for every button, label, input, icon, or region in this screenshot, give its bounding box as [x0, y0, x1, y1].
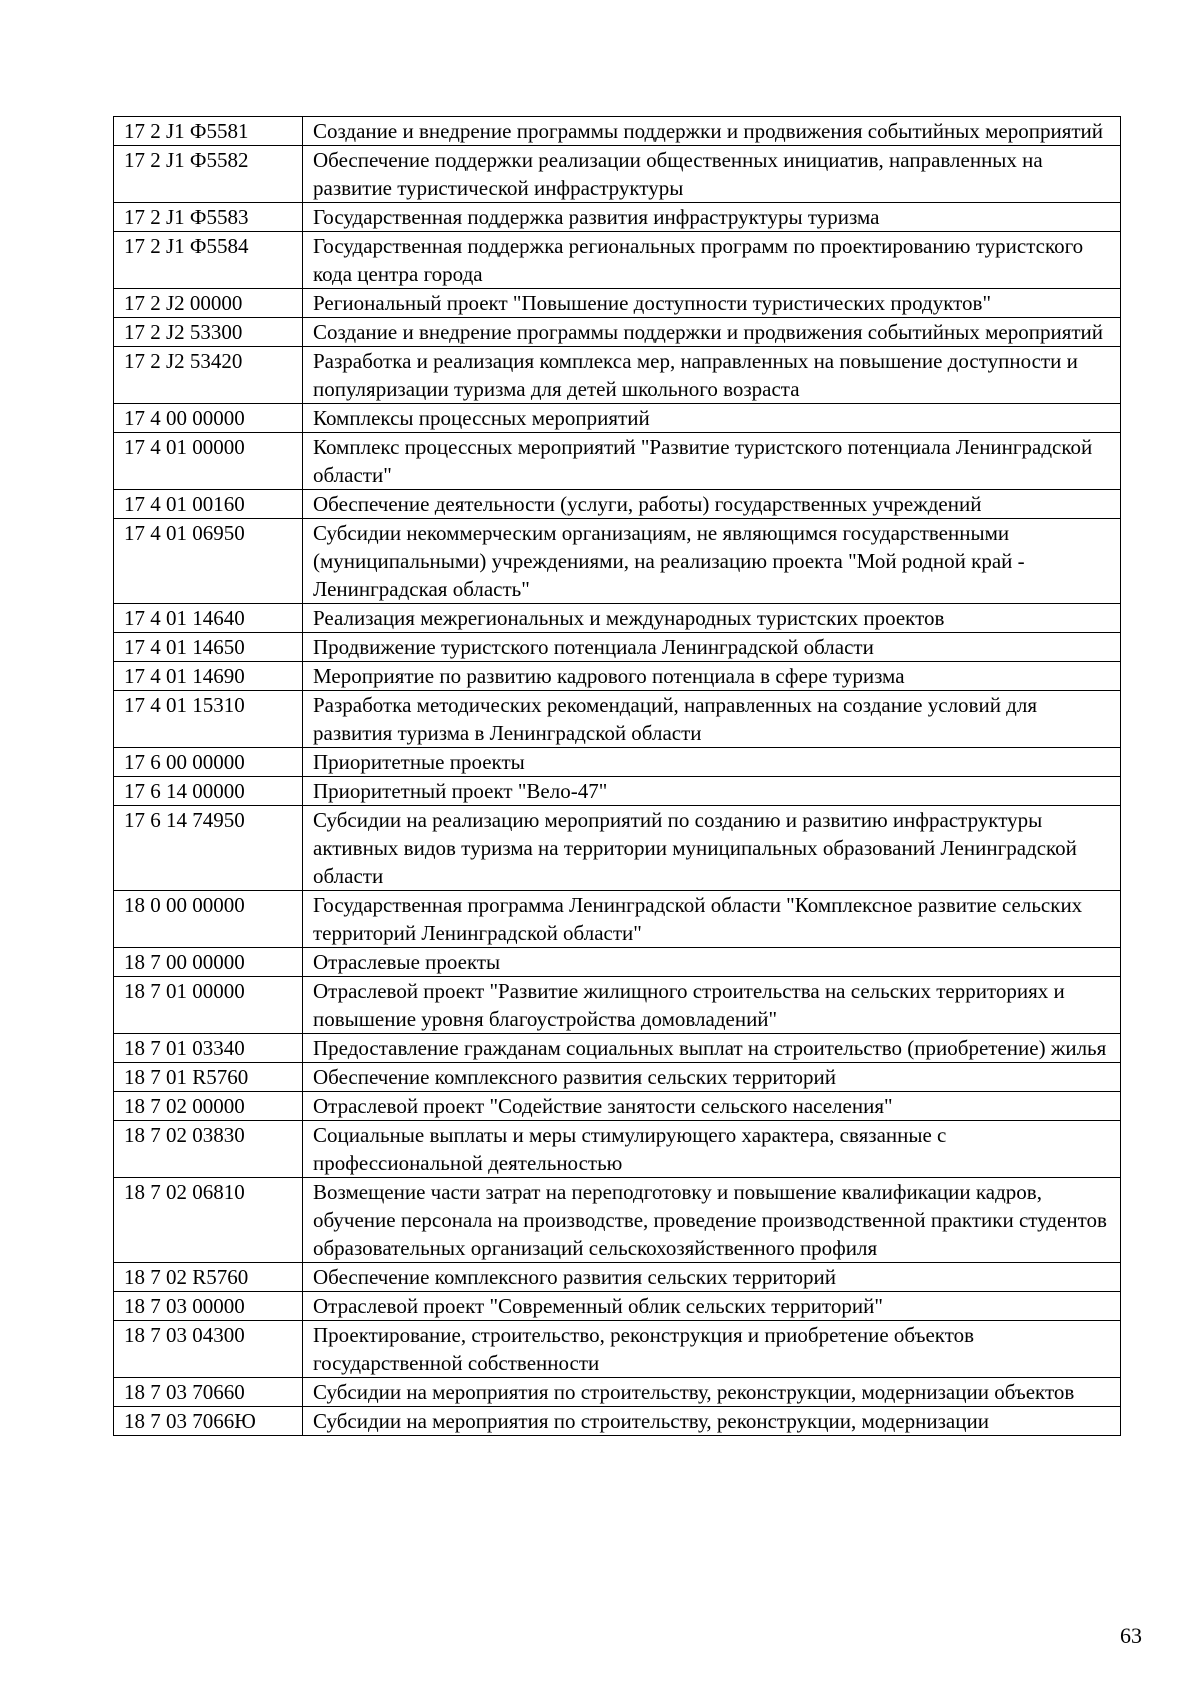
row-code: 17 4 01 06950 [114, 519, 303, 604]
row-name: Отраслевой проект "Развитие жилищного строительства на сельских территориях и повышение уровня благоустройства домовладений" [303, 977, 1121, 1034]
row-code: 17 4 01 00000 [114, 433, 303, 490]
row-code: 18 7 00 00000 [114, 948, 303, 977]
row-name: Обеспечение комплексного развития сельских территорий [303, 1063, 1121, 1092]
table-row [114, 490, 1121, 519]
table-row [114, 1292, 1121, 1321]
row-name: Комплекс процессных мероприятий "Развитие туристского потенциала Ленинградской области" [303, 433, 1121, 490]
table-row [114, 806, 1121, 891]
budget-code-table [113, 116, 1121, 1436]
row-name: Региональный проект "Повышение доступности туристических продуктов" [303, 289, 1121, 318]
row-name: Возмещение части затрат на переподготовку и повышение квалификации кадров, обучение персонала на производстве, проведение производственной практики студентов образовательных организаций сельскохозяйственного профиля [303, 1178, 1121, 1263]
row-code: 18 0 00 00000 [114, 891, 303, 948]
table-row [114, 777, 1121, 806]
table-row [114, 691, 1121, 748]
row-code: 17 2 J1 Ф5581 [114, 117, 303, 146]
row-name: Приоритетные проекты [303, 748, 1121, 777]
table-row [114, 203, 1121, 232]
row-code: 17 4 01 00160 [114, 490, 303, 519]
row-name: Разработка и реализация комплекса мер, направленных на повышение доступности и популяризации туризма для детей школьного возраста [303, 347, 1121, 404]
table-row [114, 1263, 1121, 1292]
table-row [114, 1092, 1121, 1121]
table-row [114, 1121, 1121, 1178]
row-name: Комплексы процессных мероприятий [303, 404, 1121, 433]
table-row [114, 948, 1121, 977]
table-row [114, 1407, 1121, 1436]
row-name: Социальные выплаты и меры стимулирующего характера, связанные с профессиональной деятельностью [303, 1121, 1121, 1178]
row-code: 18 7 03 00000 [114, 1292, 303, 1321]
table-row [114, 1034, 1121, 1063]
row-name: Субсидии на реализацию мероприятий по созданию и развитию инфраструктуры активных видов туризма на территории муниципальных образований Ленинградской области [303, 806, 1121, 891]
table-row [114, 289, 1121, 318]
table-row [114, 662, 1121, 691]
row-code: 17 2 J2 53300 [114, 318, 303, 347]
table-row [114, 977, 1121, 1034]
row-name: Государственная поддержка развития инфраструктуры туризма [303, 203, 1121, 232]
row-code: 18 7 03 04300 [114, 1321, 303, 1378]
table-row [114, 633, 1121, 662]
table-row [114, 891, 1121, 948]
row-code: 17 6 14 74950 [114, 806, 303, 891]
row-code: 18 7 02 00000 [114, 1092, 303, 1121]
row-code: 17 4 01 14650 [114, 633, 303, 662]
row-name: Отраслевой проект "Современный облик сельских территорий" [303, 1292, 1121, 1321]
table-row [114, 347, 1121, 404]
row-code: 18 7 02 06810 [114, 1178, 303, 1263]
row-code: 17 4 01 15310 [114, 691, 303, 748]
table-row [114, 1321, 1121, 1378]
table-row [114, 604, 1121, 633]
row-name: Приоритетный проект "Вело-47" [303, 777, 1121, 806]
row-name: Проектирование, строительство, реконструкция и приобретение объектов государственной собственности [303, 1321, 1121, 1378]
row-name: Создание и внедрение программы поддержки и продвижения событийных мероприятий [303, 117, 1121, 146]
table-row [114, 404, 1121, 433]
table-row [114, 748, 1121, 777]
row-code: 18 7 01 R5760 [114, 1063, 303, 1092]
row-code: 17 2 J1 Ф5582 [114, 146, 303, 203]
table-row [114, 318, 1121, 347]
table-row [114, 1063, 1121, 1092]
row-name: Создание и внедрение программы поддержки и продвижения событийных мероприятий [303, 318, 1121, 347]
table-row [114, 232, 1121, 289]
row-code: 18 7 02 R5760 [114, 1263, 303, 1292]
row-name: Субсидии на мероприятия по строительству, реконструкции, модернизации [303, 1407, 1121, 1436]
row-name: Государственная поддержка региональных программ по проектированию туристского кода центра города [303, 232, 1121, 289]
row-name: Обеспечение комплексного развития сельских территорий [303, 1263, 1121, 1292]
row-code: 17 2 J1 Ф5583 [114, 203, 303, 232]
row-name: Разработка методических рекомендаций, направленных на создание условий для развития туризма в Ленинградской области [303, 691, 1121, 748]
row-code: 17 2 J2 00000 [114, 289, 303, 318]
page-number: 63 [1120, 1623, 1142, 1648]
row-name: Отраслевой проект "Содействие занятости сельского населения" [303, 1092, 1121, 1121]
row-name: Субсидии некоммерческим организациям, не являющимся государственными (муниципальными) учреждениями, на реализацию проекта "Мой родной край - Ленинградская область" [303, 519, 1121, 604]
table-row [114, 433, 1121, 490]
row-code: 17 4 01 14640 [114, 604, 303, 633]
row-name: Реализация межрегиональных и международных туристских проектов [303, 604, 1121, 633]
row-name: Обеспечение поддержки реализации общественных инициатив, направленных на развитие туристической инфраструктуры [303, 146, 1121, 203]
row-code: 18 7 02 03830 [114, 1121, 303, 1178]
row-code: 18 7 01 00000 [114, 977, 303, 1034]
table-row [114, 117, 1121, 146]
row-name: Предоставление гражданам социальных выплат на строительство (приобретение) жилья [303, 1034, 1121, 1063]
row-code: 17 6 14 00000 [114, 777, 303, 806]
row-name: Обеспечение деятельности (услуги, работы) государственных учреждений [303, 490, 1121, 519]
table-row [114, 1178, 1121, 1263]
table-row [114, 519, 1121, 604]
row-name: Продвижение туристского потенциала Ленинградской области [303, 633, 1121, 662]
row-name: Мероприятие по развитию кадрового потенциала в сфере туризма [303, 662, 1121, 691]
table-row [114, 1378, 1121, 1407]
row-code: 18 7 03 7066Ю [114, 1407, 303, 1436]
table-row [114, 146, 1121, 203]
row-name: Отраслевые проекты [303, 948, 1121, 977]
row-code: 17 4 01 14690 [114, 662, 303, 691]
row-name: Государственная программа Ленинградской области "Комплексное развитие сельских территорий Ленинградской области" [303, 891, 1121, 948]
row-code: 18 7 01 03340 [114, 1034, 303, 1063]
row-code: 18 7 03 70660 [114, 1378, 303, 1407]
row-code: 17 2 J1 Ф5584 [114, 232, 303, 289]
row-code: 17 4 00 00000 [114, 404, 303, 433]
row-code: 17 2 J2 53420 [114, 347, 303, 404]
row-code: 17 6 00 00000 [114, 748, 303, 777]
row-name: Субсидии на мероприятия по строительству, реконструкции, модернизации объектов [303, 1378, 1121, 1407]
